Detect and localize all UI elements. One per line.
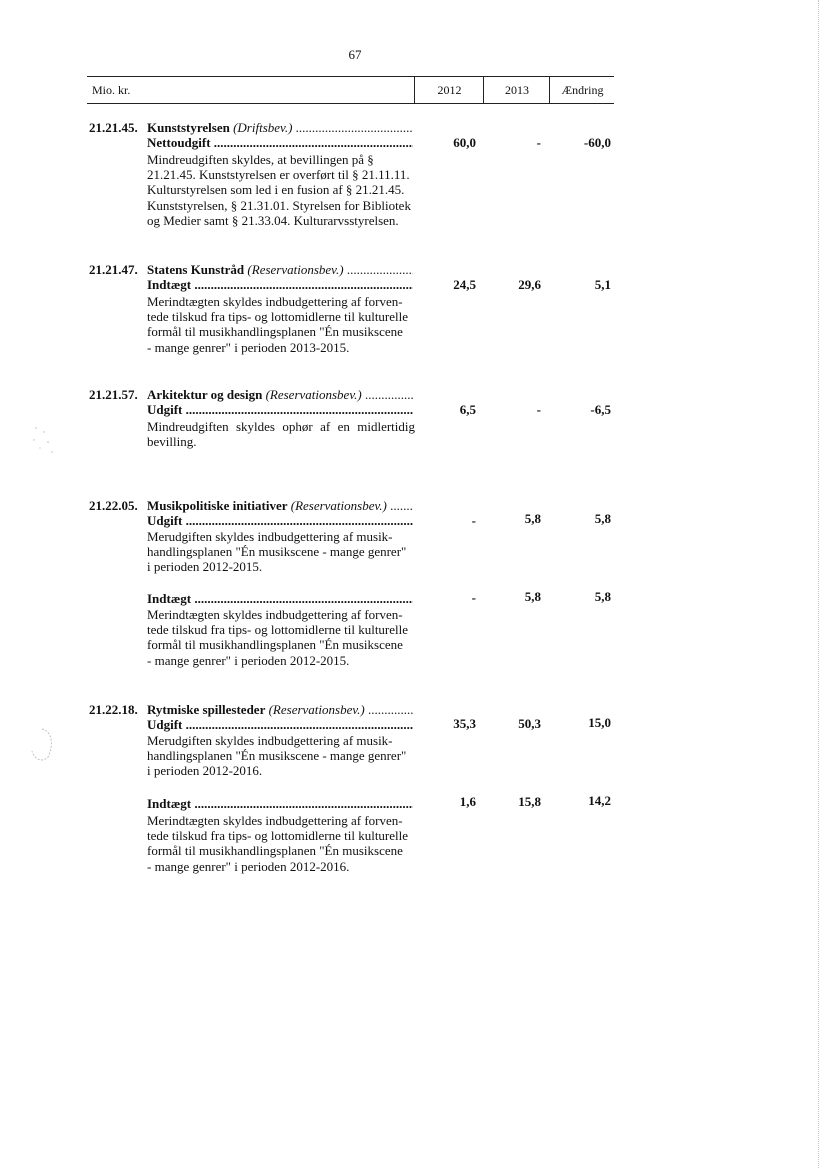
description-line: tede tilskud fra tips- og lottomidlerne til kulturelle	[147, 309, 409, 325]
account-name: Rytmiske spillesteder	[147, 702, 266, 717]
description-line: formål til musikhandlingsplanen "Én musikscene	[147, 843, 403, 859]
table-header	[87, 76, 614, 104]
account-title	[147, 498, 413, 514]
line-label: Udgift .....	[147, 513, 413, 529]
line-label: Indtægt .....	[147, 277, 413, 293]
account-title	[147, 702, 413, 718]
line-label: Indtægt .....	[147, 591, 413, 607]
description-line: - mange genrer" i perioden 2012-2016.	[147, 858, 350, 874]
description-line: Merindtægten skyldes indbudgettering af forven-	[147, 607, 403, 622]
description-line: Merindtægten skyldes indbudgettering af forven-	[147, 813, 403, 828]
account-number: 21.21.57.	[89, 387, 138, 402]
value-2013: -	[536, 402, 541, 417]
value-2012: -	[471, 590, 476, 605]
line-description	[147, 733, 415, 779]
description-line: - mange genrer" i perioden 2012-2015.	[147, 652, 350, 668]
scan-edge-line	[818, 0, 820, 1168]
value-change: 14,2	[588, 793, 611, 808]
line-description: Mindreudgiften skyldes ophør af en midlertidig bevilling.	[147, 419, 415, 450]
appropriation-type: (Driftsbev.)	[233, 120, 293, 135]
account-number: 21.21.47.	[89, 262, 138, 277]
description-line: formål til musikhandlingsplanen "Én musikscene	[147, 324, 403, 340]
line-description	[147, 152, 415, 228]
line-label: Nettoudgift .....	[147, 135, 413, 151]
line-label: Indtægt .....	[147, 796, 413, 812]
value-change: 15,0	[588, 715, 611, 730]
account-name: Kunststyrelsen	[147, 120, 230, 135]
value-2012: 1,6	[459, 794, 476, 809]
description-line: tede tilskud fra tips- og lottomidlerne til kulturelle	[147, 622, 409, 638]
value-2013: 50,3	[518, 716, 541, 731]
value-change: 5,1	[594, 277, 611, 292]
column-2013-header: 2013	[483, 77, 550, 103]
column-2012-header: 2012	[414, 77, 484, 103]
value-2012: 24,5	[453, 277, 476, 292]
line-description	[147, 607, 415, 668]
value-change: -6,5	[590, 402, 611, 417]
description-line: handlingsplanen "Én musikscene - mange genrer"	[147, 748, 407, 764]
binder-hole-mark	[28, 725, 58, 765]
description-line: Merindtægten skyldes indbudgettering af forven-	[147, 294, 403, 309]
value-change: 5,8	[594, 589, 611, 604]
line-description	[147, 294, 415, 355]
value-2013: 15,8	[518, 794, 541, 809]
value-change: 5,8	[594, 511, 611, 526]
appropriation-type: (Reservationsbev.)	[247, 262, 344, 277]
account-name: Statens Kunstråd	[147, 262, 245, 277]
description-line: i perioden 2012-2016.	[147, 763, 263, 779]
page-number: 67	[348, 47, 362, 62]
description-line: handlingsplanen "Én musikscene - mange genrer"	[147, 544, 407, 560]
description-line: Merudgiften skyldes indbudgettering af musik-	[147, 733, 393, 748]
value-2012: 60,0	[453, 135, 476, 150]
description-line: 21.21.45. Kunststyrelsen er overført til § 21.11.11.	[147, 167, 410, 183]
account-name: Musikpolitiske initiativer	[147, 498, 288, 513]
value-2012: 6,5	[459, 402, 476, 417]
scan-speckle-mark	[30, 420, 60, 460]
line-description	[147, 529, 415, 575]
description-line: formål til musikhandlingsplanen "Én musikscene	[147, 637, 403, 653]
value-2013: 29,6	[518, 277, 541, 292]
value-change: -60,0	[583, 135, 611, 150]
account-title	[147, 120, 413, 136]
account-name: Arkitektur og design	[147, 387, 263, 402]
description-line: tede tilskud fra tips- og lottomidlerne til kulturelle	[147, 828, 409, 844]
description-line: Mindreudgiften skyldes, at bevillingen på §	[147, 152, 374, 167]
line-label: Udgift .....	[147, 717, 413, 733]
value-2013: 5,8	[524, 589, 541, 604]
account-title	[147, 387, 413, 403]
description-line: - mange genrer" i perioden 2013-2015.	[147, 339, 350, 355]
description-line: Merudgiften skyldes indbudgettering af musik-	[147, 529, 393, 544]
unit-label: Mio. kr.	[92, 83, 131, 97]
account-number: 21.22.05.	[89, 498, 138, 513]
value-2012: -	[471, 513, 476, 528]
value-2012: 35,3	[453, 716, 476, 731]
description-line: i perioden 2012-2015.	[147, 559, 263, 575]
appropriation-type: (Reservationsbev.)	[265, 387, 362, 402]
appropriation-type: (Reservationsbev.)	[290, 498, 387, 513]
description-line: Kulturstyrelsen som led i en fusion af § 21.21.45.	[147, 182, 405, 198]
appropriation-type: (Reservationsbev.)	[268, 702, 365, 717]
value-2013: 5,8	[524, 511, 541, 526]
account-number: 21.21.45.	[89, 120, 138, 135]
column-change-header: Ændring	[549, 77, 615, 103]
description-line: og Medier samt § 21.33.04. Kulturarvsstyrelsen.	[147, 212, 399, 228]
account-number: 21.22.18.	[89, 702, 138, 717]
value-2013: -	[536, 135, 541, 150]
line-label: Udgift .....	[147, 402, 413, 418]
account-title	[147, 262, 413, 278]
description-line: Kunststyrelsen, § 21.31.01. Styrelsen for Bibliotek	[147, 197, 411, 213]
line-description	[147, 813, 415, 874]
